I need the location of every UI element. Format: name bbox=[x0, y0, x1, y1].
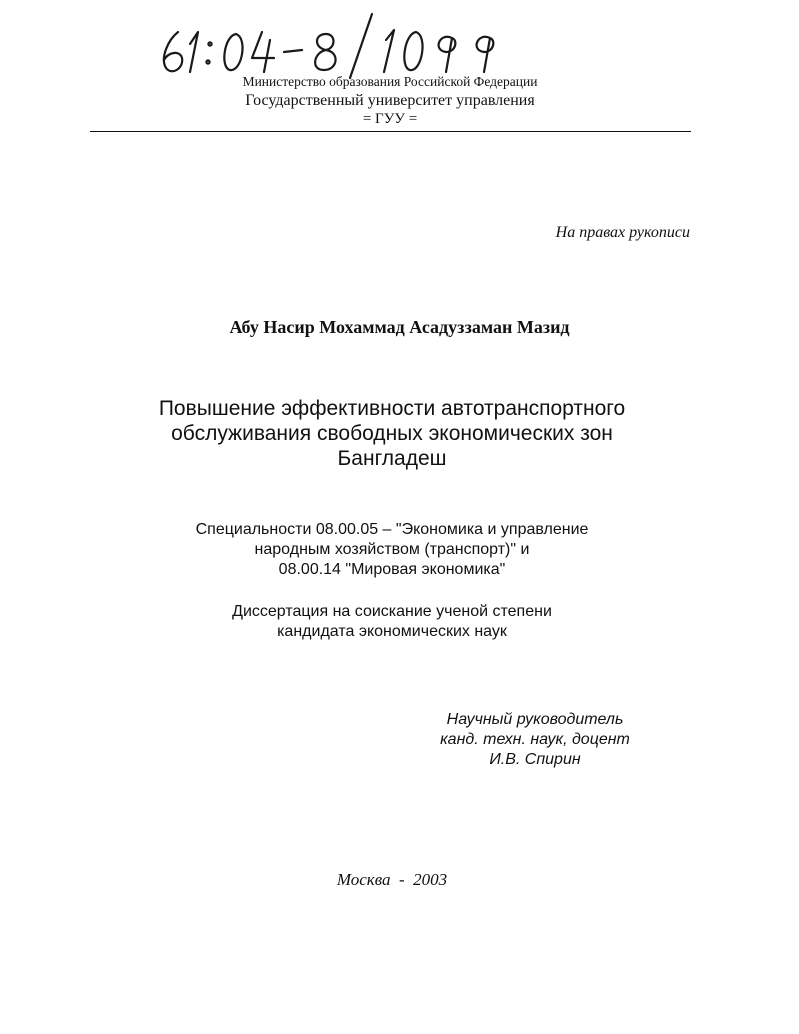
specialty-line: 08.00.14 "Мировая экономика" bbox=[278, 561, 506, 578]
supervisor-line: И.В. Спирин bbox=[489, 751, 581, 768]
ministry-name: Министерство образования Российской Федерации bbox=[242, 74, 538, 89]
handwritten-archive-code-drawing bbox=[150, 10, 550, 80]
thesis-title-line: обслуживания свободных экономических зон bbox=[171, 422, 613, 445]
university-abbreviation: = ГУУ = bbox=[362, 111, 418, 127]
thesis-title-line: Бангладеш bbox=[337, 447, 447, 470]
degree-line: кандидата экономических наук bbox=[277, 623, 507, 640]
handwritten-archive-code bbox=[150, 10, 550, 80]
supervisor-block bbox=[420, 710, 650, 770]
degree-line: Диссертация на соискание ученой степени bbox=[232, 603, 552, 620]
university-name: Государственный университет управления bbox=[245, 92, 535, 109]
supervisor-line: канд. техн. наук, доцент bbox=[440, 731, 630, 748]
thesis-title bbox=[0, 396, 784, 471]
header-divider bbox=[90, 131, 691, 132]
specialty-line: народным хозяйством (транспорт)" и bbox=[254, 541, 530, 558]
degree-block bbox=[0, 602, 784, 642]
rights-note: На правах рукописи bbox=[555, 224, 690, 241]
specialty-line: Специальности 08.00.05 – "Экономика и управление bbox=[195, 521, 589, 538]
supervisor-line: Научный руководитель bbox=[446, 711, 624, 728]
author-name: Абу Насир Мохаммад Асадуззаман Мазид bbox=[229, 317, 570, 337]
thesis-title-line: Повышение эффективности автотранспортного bbox=[158, 397, 626, 420]
specialty-block bbox=[0, 520, 784, 580]
city-year: Москва - 2003 bbox=[336, 870, 448, 889]
